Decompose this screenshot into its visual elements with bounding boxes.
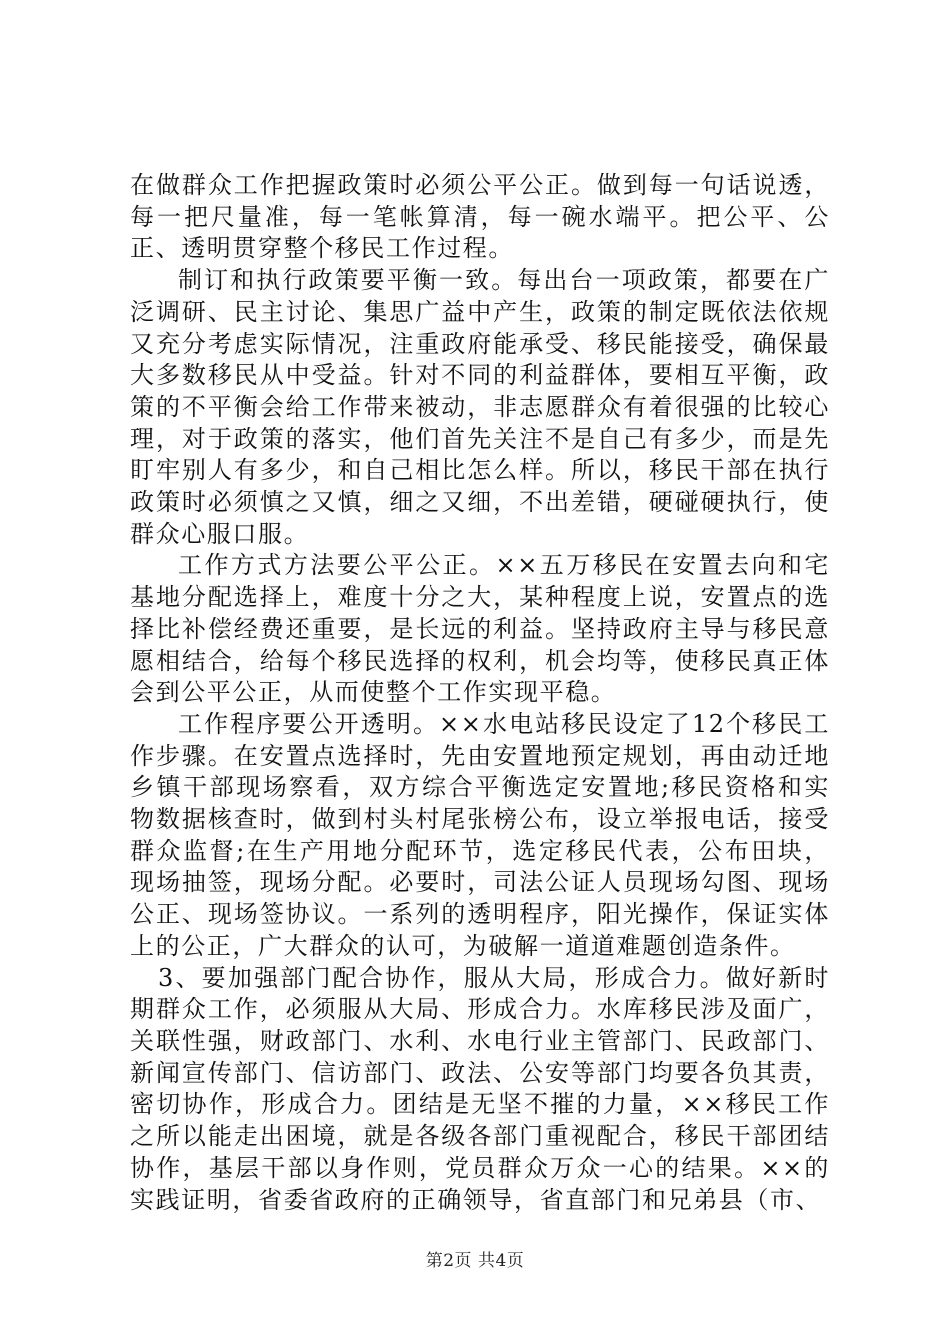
paragraph-transparent-procedure: 工作程序要公开透明。××水电站移民设定了12个移民工作步骤。在安置点选择时，先由安置地预定规划，再由动迁地乡镇干部现场察看，双方综合平衡选定安置地;移民资格和实物数据核查时，做到村头村尾张榜公布，设立举报电话，接受群众监督;在生产用地分配环节，选定移民代表，公布田块，现场抽签，现场分配。必要时，司法公证人员现场勾图、现场公正、现场签协议。一系列的透明程序，阳光操作，保证实体上的公正，广大群众的认可，为破解一道道难题创造条件。 (130, 709, 830, 960)
paragraph-policy-balance: 制订和执行政策要平衡一致。每出台一项政策，都要在广泛调研、民主讨论、集思广益中产生，政策的制定既依法依规又充分考虑实际情况，注重政府能承受、移民能接受，确保最大多数移民从中受益。针对不同的利益群体，要相互平衡，政策的不平衡会给工作带来被动，非志愿群众有着很强的比较心理，对于政策的落实，他们首先关注不是自己有多少，而是先盯牢别人有多少，和自己相比怎么样。所以，移民干部在执行政策时必须慎之又慎，细之又细，不出差错，硬碰硬执行，使群众心服口服。 (130, 266, 830, 548)
paragraph-work-methods: 工作方式方法要公平公正。××五万移民在安置去向和宅基地分配选择上，难度十分之大，某种程度上说，安置点的选择比补偿经费还重要，是长远的利益。坚持政府主导与移民意愿相结合，给每个移民选择的权利，机会均等，使移民真正体会到公平公正，从而使整个工作实现平稳。 (130, 551, 830, 707)
document-body (130, 170, 830, 1216)
paragraph-department-cooperation: 3、要加强部门配合协作，服从大局，形成合力。做好新时期群众工作，必须服从大局、形成合力。水库移民涉及面广，关联性强，财政部门、水利、水电行业主管部门、民政部门、新闻宣传部门、信访部门、政法、公安等部门均要各负其责，密切协作，形成合力。团结是无坚不摧的力量，××移民工作之所以能走出困境，就是各级各部门重视配合，移民干部团结协作，基层干部以身作则，党员群众万众一心的结果。××的实践证明，省委省政府的正确领导，省直部门和兄弟县（市、 (130, 963, 830, 1214)
page-number-footer: 第2页 共4页 (425, 1251, 525, 1271)
paragraph-fairness-intro: 在做群众工作把握政策时必须公平公正。做到每一句话说透，每一把尺量准，每一笔帐算清，每一碗水端平。把公平、公正、透明贯穿整个移民工作过程。 (130, 171, 830, 263)
